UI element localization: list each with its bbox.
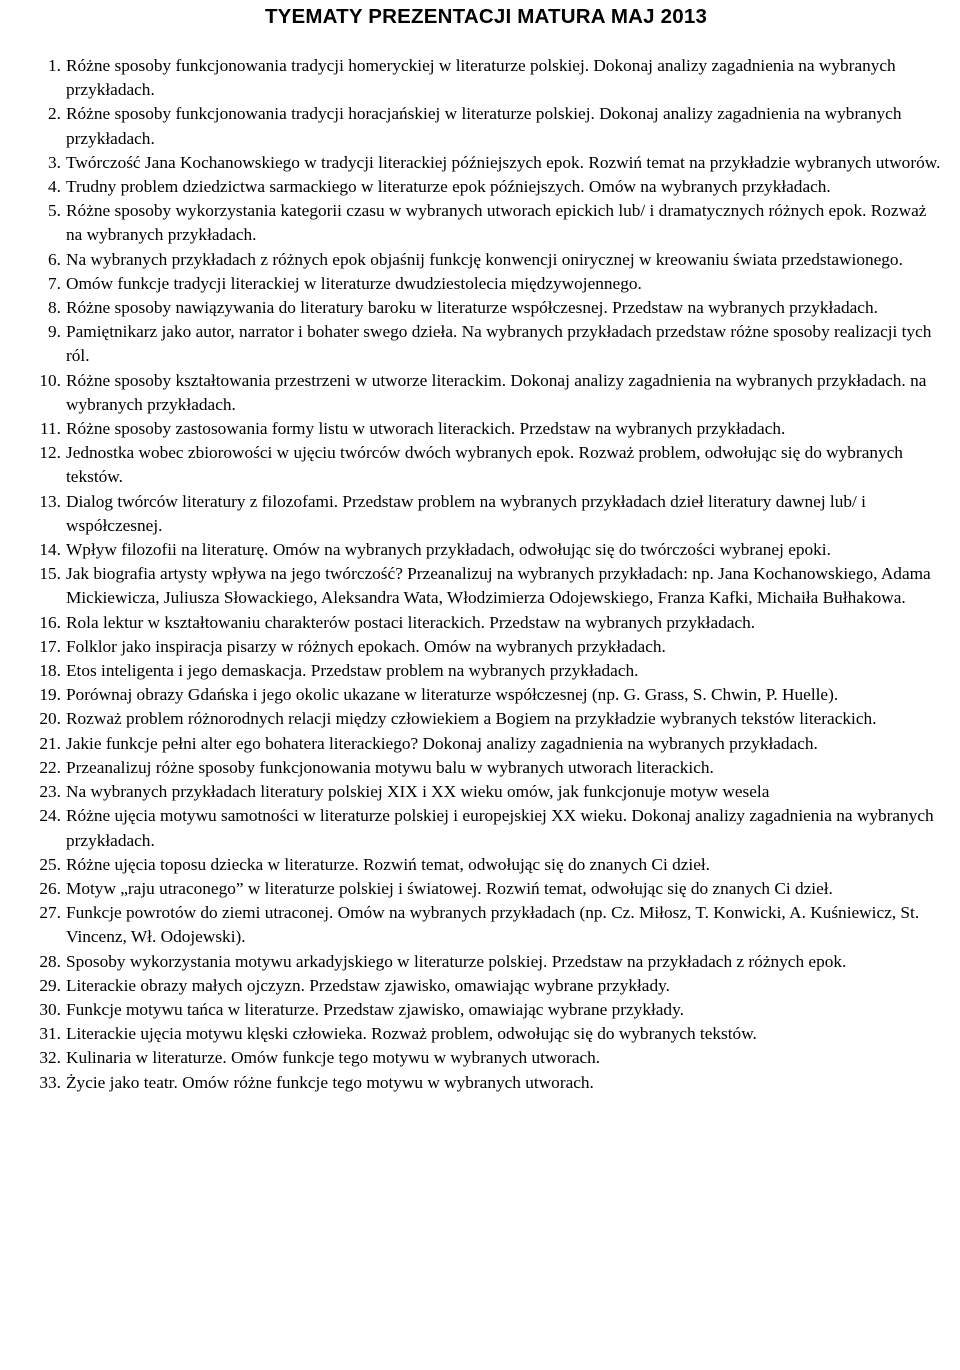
list-item — [28, 1046, 944, 1070]
list-item — [28, 441, 944, 489]
topic-number: 25. — [39, 854, 61, 874]
topic-number: 22. — [39, 757, 61, 777]
topic-text: Przeanalizuj różne sposoby funkcjonowania motywu balu w wybranych utworach literackich. — [66, 757, 714, 777]
list-item — [28, 248, 944, 272]
list-item — [28, 1022, 944, 1046]
list-item — [28, 199, 944, 247]
topic-number: 19. — [39, 685, 61, 705]
topic-text: Różne sposoby wykorzystania kategorii czasu w wybranych utworach epickich lub/ i dramatycznych różnych epok. Rozważ na wybranych przykładach. — [66, 201, 927, 245]
list-item — [28, 102, 944, 150]
topic-number: 21. — [39, 733, 61, 753]
list-item — [28, 490, 944, 538]
list-item — [28, 175, 944, 199]
topic-text: Jednostka wobec zbiorowości w ujęciu twórców dwóch wybranych epok. Rozważ problem, odwołując się do wybranych tekstów. — [66, 443, 903, 487]
topic-number: 4. — [48, 177, 61, 197]
list-item — [28, 683, 944, 707]
topic-number: 13. — [39, 491, 61, 511]
list-item — [28, 417, 944, 441]
topic-number: 30. — [39, 999, 61, 1019]
topic-text: Na wybranych przykładach z różnych epok objaśnij funkcję konwencji onirycznej w kreowaniu świata przedstawionego. — [66, 249, 903, 269]
topic-number: 20. — [39, 709, 61, 729]
topic-text: Różne ujęcia motywu samotności w literaturze polskiej i europejskiej XX wieku. Dokonaj analizy zagadnienia na wybranych przykładach. — [66, 806, 934, 850]
topic-number: 11. — [40, 419, 61, 439]
topic-text: Funkcje motywu tańca w literaturze. Przedstaw zjawisko, omawiając wybrane przykłady. — [66, 999, 684, 1019]
topic-number: 16. — [39, 612, 61, 632]
topic-text: Etos inteligenta i jego demaskacja. Przedstaw problem na wybranych przykładach. — [66, 661, 639, 681]
topic-number: 10. — [39, 370, 61, 390]
topic-text: Różne ujęcia toposu dziecka w literaturze. Rozwiń temat, odwołując się do znanych Ci dzieł. — [66, 854, 710, 874]
topic-text: Motyw „raju utraconego” w literaturze polskiej i światowej. Rozwiń temat, odwołując się do znanych Ci dzieł. — [66, 878, 833, 898]
list-item — [28, 707, 944, 731]
topic-list — [28, 54, 944, 1095]
list-item — [28, 54, 944, 102]
topic-text: Literackie obrazy małych ojczyzn. Przedstaw zjawisko, omawiając wybrane przykłady. — [66, 975, 670, 995]
topic-number: 7. — [48, 273, 61, 293]
topic-number: 5. — [48, 201, 61, 221]
topic-text: Trudny problem dziedzictwa sarmackiego w literaturze epok późniejszych. Omów na wybranych przykładach. — [66, 177, 831, 197]
list-item — [28, 151, 944, 175]
list-item — [28, 369, 944, 417]
list-item — [28, 901, 944, 949]
topic-text: Sposoby wykorzystania motywu arkadyjskiego w literaturze polskiej. Przedstaw na przykładach z różnych epok. — [66, 951, 847, 971]
list-item — [28, 1071, 944, 1095]
topic-number: 23. — [39, 782, 61, 802]
topic-text: Rozważ problem różnorodnych relacji między człowiekiem a Bogiem na przykładzie wybranych tekstów literackich. — [66, 709, 877, 729]
topic-text: Folklor jako inspiracja pisarzy w różnych epokach. Omów na wybranych przykładach. — [66, 636, 666, 656]
topic-number: 6. — [48, 249, 61, 269]
topic-text: Literackie ujęcia motywu klęski człowieka. Rozważ problem, odwołując się do wybranych tekstów. — [66, 1024, 757, 1044]
topic-text: Dialog twórców literatury z filozofami. Przedstaw problem na wybranych przykładach dzieł literatury dawnej lub/ i współczesnej. — [66, 491, 866, 535]
topic-text: Jak biografia artysty wpływa na jego twórczość? Przeanalizuj na wybranych przykładach: np. Jana Kochanowskiego, Adama Mickiewicza, Juliusza Słowackiego, Aleksandra Wata, Włodzimierza Odojewskiego, Franza Kafki, Michaiła Bułhakowa. — [66, 564, 931, 608]
topic-text: Różne sposoby zastosowania formy listu w utworach literackich. Przedstaw na wybranych przykładach. — [66, 419, 786, 439]
topic-text: Rola lektur w kształtowaniu charakterów postaci literackich. Przedstaw na wybranych przykładach. — [66, 612, 756, 632]
list-item — [28, 804, 944, 852]
topic-number: 29. — [39, 975, 61, 995]
list-item — [28, 296, 944, 320]
list-item — [28, 635, 944, 659]
topic-text: Porównaj obrazy Gdańska i jego okolic ukazane w literaturze współczesnej (np. G. Grass, S. Chwin, P. Huelle). — [66, 685, 839, 705]
list-item — [28, 659, 944, 683]
list-item — [28, 877, 944, 901]
topic-text: Różne sposoby kształtowania przestrzeni w utworze literackim. Dokonaj analizy zagadnienia na wybranych przykładach. na wybranych przykładach. — [66, 370, 927, 414]
topic-number: 8. — [48, 298, 61, 318]
list-item — [28, 272, 944, 296]
topic-text: Wpływ filozofii na literaturę. Omów na wybranych przykładach, odwołując się do twórczości wybranej epoki. — [66, 540, 831, 560]
topic-number: 3. — [48, 152, 61, 172]
topic-text: Na wybranych przykładach literatury polskiej XIX i XX wieku omów, jak funkcjonuje motyw wesela — [66, 782, 770, 802]
list-item — [28, 780, 944, 804]
topic-number: 14. — [39, 540, 61, 560]
topic-number: 1. — [48, 56, 61, 75]
topic-number: 33. — [39, 1072, 61, 1092]
list-item — [28, 853, 944, 877]
topic-text: Omów funkcje tradycji literackiej w literaturze dwudziestolecia międzywojennego. — [66, 273, 642, 293]
list-item — [28, 538, 944, 562]
topic-text: Życie jako teatr. Omów różne funkcje tego motywu w wybranych utworach. — [66, 1072, 594, 1092]
list-item — [28, 756, 944, 780]
document-title: TYEMATY PREZENTACJI MATURA MAJ 2013 — [264, 5, 708, 28]
topic-number: 2. — [48, 104, 61, 124]
topic-number: 12. — [39, 443, 61, 463]
topic-text: Różne sposoby nawiązywania do literatury baroku w literaturze współczesnej. Przedstaw na wybranych przykładach. — [66, 298, 878, 318]
list-item — [28, 562, 944, 610]
list-item — [28, 998, 944, 1022]
list-item — [28, 974, 944, 998]
list-item — [28, 732, 944, 756]
topic-number: 9. — [48, 322, 61, 342]
topic-number: 17. — [39, 636, 61, 656]
topic-number: 18. — [39, 661, 61, 681]
topic-text: Funkcje powrotów do ziemi utraconej. Omów na wybranych przykładach (np. Cz. Miłosz, T. Konwicki, A. Kuśniewicz, St. Vincenz, Wł. Odojewski). — [66, 903, 920, 947]
topic-number: 24. — [39, 806, 61, 826]
topic-text: Różne sposoby funkcjonowania tradycji horacjańskiej w literaturze polskiej. Dokonaj analizy zagadnienia na wybranych przykładach. — [66, 104, 902, 148]
topic-text: Różne sposoby funkcjonowania tradycji homeryckiej w literaturze polskiej. Dokonaj analizy zagadnienia na wybranych przykładach. — [66, 56, 896, 100]
topic-number: 28. — [39, 951, 61, 971]
list-item — [28, 320, 944, 368]
topic-text: Jakie funkcje pełni alter ego bohatera literackiego? Dokonaj analizy zagadnienia na wybranych przykładach. — [66, 733, 818, 753]
topic-text: Pamiętnikarz jako autor, narrator i bohater swego dzieła. Na wybranych przykładach przedstaw różne sposoby realizacji tych ról. — [66, 322, 932, 366]
list-item — [28, 611, 944, 635]
topic-number: 31. — [39, 1024, 61, 1044]
topic-number: 15. — [39, 564, 61, 584]
list-item — [28, 950, 944, 974]
topic-number: 27. — [39, 903, 61, 923]
topic-text: Kulinaria w literaturze. Omów funkcje tego motywu w wybranych utworach. — [66, 1048, 601, 1068]
topic-text: Twórczość Jana Kochanowskiego w tradycji literackiej późniejszych epok. Rozwiń temat na przykładzie wybranych utworów. — [66, 152, 941, 172]
topic-number: 32. — [39, 1048, 61, 1068]
topic-number: 26. — [39, 878, 61, 898]
